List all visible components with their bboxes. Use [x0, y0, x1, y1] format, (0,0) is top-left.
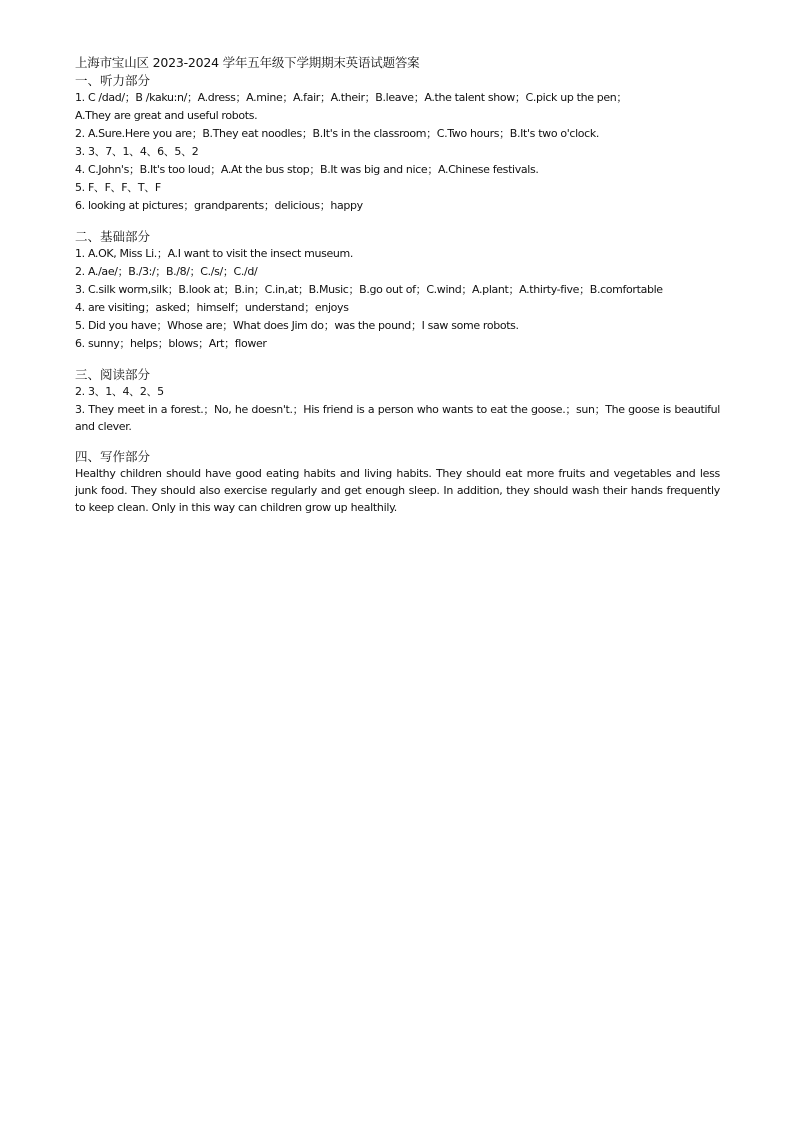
section-heading: 二、基础部分	[75, 229, 151, 244]
section-basics	[75, 228, 720, 353]
answer-document	[75, 54, 720, 516]
answer-line: 3. C.silk worm,silk；B.look at；B.in；C.in,at；B.Music；B.go out of；C.wind；A.plant；A.thirty-five；B.comfortable	[75, 283, 663, 296]
answer-line: 3. 3、7、1、4、6、5、2	[75, 145, 199, 158]
answer-line: 2. A./ae/；B./3:/；B./8/；C./s/；C./d/	[75, 265, 258, 278]
answer-line: 1. C /dad/；B /kaku:n/；A.dress；A.mine；A.fair；A.their；B.leave；A.the talent show；C.pick up the pen；	[75, 91, 628, 104]
answer-line: 4. are visiting；asked；himself；understand；enjoys	[75, 301, 349, 314]
answer-line: 6. sunny；helps；blows；Art；flower	[75, 337, 267, 350]
answer-line: 2. A.Sure.Here you are；B.They eat noodles；B.It's in the classroom；C.Two hours；B.It's two o'clock.	[75, 127, 600, 140]
answer-line: A.They are great and useful robots.	[75, 109, 258, 122]
section-heading: 三、阅读部分	[75, 367, 151, 382]
answer-line: 1. A.OK, Miss Li.；A.I want to visit the insect museum.	[75, 247, 354, 260]
answer-line: 5. Did you have；Whose are；What does Jim do；was the pound；I saw some robots.	[75, 319, 519, 332]
answer-line: 3. They meet in a forest.；No, he doesn't.；His friend is a person who wants to eat the goose.；sun；The goose is beautiful and clever.	[75, 403, 720, 433]
answer-line: 4. C.John's；B.It's too loud；A.At the bus stop；B.It was big and nice；A.Chinese festivals.	[75, 163, 539, 176]
section-reading	[75, 366, 720, 435]
answer-line: 2. 3、1、4、2、5	[75, 385, 164, 398]
answer-line: 6. looking at pictures；grandparents；delicious；happy	[75, 199, 363, 212]
section-listening	[75, 72, 720, 215]
document-title: 上海市宝山区 2023-2024 学年五年级下学期期末英语试题答案	[75, 55, 420, 70]
section-writing	[75, 448, 720, 516]
answer-line: 5. F、F、F、T、F	[75, 181, 161, 194]
section-heading: 四、写作部分	[75, 449, 151, 464]
writing-sample-paragraph: Healthy children should have good eating habits and living habits. They should eat more fruits and vegetables and less junk food. They should also exercise regularly and get enough sleep. In addition, they should wash their hands frequently to keep clean. Only in this way can children grow up healthily.	[75, 467, 720, 514]
section-heading: 一、听力部分	[75, 73, 151, 88]
